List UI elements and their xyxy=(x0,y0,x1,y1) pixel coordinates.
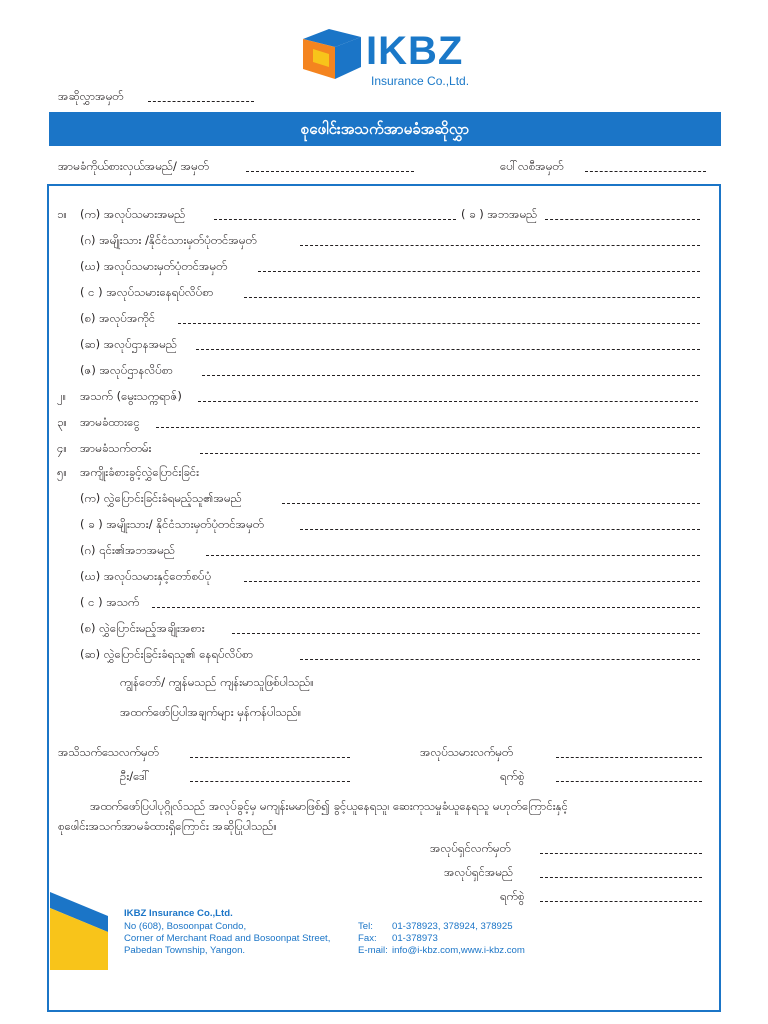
footer-email[interactable]: info@i-kbz.com,www.i-kbz.com xyxy=(392,945,525,956)
policy-label: ပေါ်လစီအမှတ် xyxy=(500,159,564,173)
ref-label: အဆိုလွှာအမှတ် xyxy=(58,89,124,103)
ref-field[interactable] xyxy=(148,101,254,102)
s5-hsa-label: (ဆ) လွှဲပြောင်းခြင်းခံရသူ၏ နေရပ်လိပ်စာ xyxy=(80,647,254,661)
s1-kha-label: ( ခ ) အဘအမည် xyxy=(461,207,538,221)
s4-number: ၄။ xyxy=(57,441,67,455)
footer-address-1: No (608), Bosoonpat Condo, xyxy=(124,921,247,932)
term-field[interactable] xyxy=(200,453,700,454)
form-box xyxy=(47,184,721,1012)
employer-date-label: ရက်စွဲ xyxy=(500,889,525,903)
brand-subtitle: Insurance Co.,Ltd. xyxy=(371,74,470,88)
s5-gha-label: (ဃ) အလုပ်သမားနှင့်တော်စပ်ပုံ xyxy=(80,569,212,583)
dept-address-field[interactable] xyxy=(202,375,700,376)
beneficiary-nrc-field[interactable] xyxy=(300,529,700,530)
declaration-health: ကျွန်တော်/ ကျွန်မသည် ကျန်းမာသူဖြစ်ပါသည်။ xyxy=(120,675,314,689)
s1-za-label: (ဇ) အလုပ်ဌာနလိပ်စာ xyxy=(80,363,173,377)
s1-sa-label: (စ) အလုပ်အကိုင် xyxy=(80,311,156,325)
employer-statement-line2: စုဖေါင်းအသက်အာမခံထားရှိကြောင်း အဆိုပြုပါသည်။ xyxy=(58,819,277,833)
occupation-field[interactable] xyxy=(178,323,700,324)
beneficiary-father-field[interactable] xyxy=(206,555,700,556)
beneficiary-address-field[interactable] xyxy=(300,659,700,660)
s5-sa-label: (စ) လွှဲပြောင်းမည့်အချိုးအစား xyxy=(80,621,205,635)
form-title-banner: စုဖေါင်းအသက်အာမခံအဆိုလွှာ xyxy=(49,112,721,146)
employer-name-field[interactable] xyxy=(540,877,702,878)
policy-field[interactable] xyxy=(585,171,706,172)
footer-logo-icon xyxy=(50,892,108,970)
agent-field[interactable] xyxy=(246,171,414,172)
s5-label: အကျိုးခံစားခွင့်လွှဲပြောင်းခြင်း xyxy=(80,465,200,479)
father-name-field[interactable] xyxy=(545,219,700,220)
dept-name-field[interactable] xyxy=(196,349,700,350)
footer-company: IKBZ Insurance Co.,Ltd. xyxy=(124,908,233,919)
s5-ka-label: (က) လွှဲပြောင်းခြင်းခံရမည့်သူ၏အမည် xyxy=(80,491,242,505)
s4-label: အာမခံသက်တမ်း xyxy=(80,441,152,455)
footer-tel-label: Tel: xyxy=(358,921,373,932)
employer-name-label: အလုပ်ရှင်အမည် xyxy=(444,865,514,879)
s5-kha-label: ( ခ ) အမျိုးသား/ နိုင်ငံသားမှတ်ပုံတင်အမှတ် xyxy=(80,517,264,531)
s1-ka-label: (က) အလုပ်သမားအမည် xyxy=(80,207,186,221)
footer-tel: 01-378923, 378924, 378925 xyxy=(392,921,513,932)
worker-reg-field[interactable] xyxy=(258,271,700,272)
s5-nga-label: ( င ) အသက် xyxy=(80,595,140,609)
employer-sign-label: အလုပ်ရှင်လက်မှတ် xyxy=(430,841,511,855)
footer-address-3: Pabedan Township, Yangon. xyxy=(124,945,246,956)
witness-sign-label: အသိသက်သေလက်မှတ် xyxy=(58,745,159,759)
dob-field[interactable] xyxy=(198,401,698,402)
footer-address-2: Corner of Merchant Road and Bosoonpat Street, xyxy=(124,933,331,944)
sum-insured-field[interactable] xyxy=(156,427,700,428)
beneficiary-age-field[interactable] xyxy=(152,607,700,608)
ikbz-logo-icon xyxy=(303,27,361,79)
employer-date-field[interactable] xyxy=(540,901,702,902)
s5-number: ၅။ xyxy=(57,465,67,479)
nrc-field[interactable] xyxy=(300,245,700,246)
worker-address-field[interactable] xyxy=(244,297,700,298)
s2-number: ၂။ xyxy=(57,389,67,403)
s5-ga-label: (ဂ) ၎င်း၏အဘအမည် xyxy=(80,543,175,557)
footer-fax-label: Fax: xyxy=(358,933,377,944)
footer-email-label: E-mail: xyxy=(358,945,388,956)
employer-statement-line1: အထက်ဖော်ပြပါပုဂ္ဂိုလ်သည် အလုပ်ခွင့်မှ မကျန်းမမာဖြစ်၍ ခွင့်ယူနေရသူ၊ ဆေးကုသမှုခံယူနေရသူ မဟုတ်ကြောင်းနှင့် xyxy=(90,799,568,813)
s3-number: ၃။ xyxy=(57,415,67,429)
date-field[interactable] xyxy=(556,781,702,782)
employer-sign-field[interactable] xyxy=(540,853,702,854)
mr-mrs-label: ဦး/ဒေါ် xyxy=(120,769,151,783)
declaration-truth: အထက်ဖော်ပြပါအချက်များ မှန်ကန်ပါသည်။ xyxy=(120,705,302,719)
s1-gha-label: (ဃ) အလုပ်သမားမှတ်ပုံတင်အမှတ် xyxy=(80,259,228,273)
s3-label: အာမခံထားငွေ xyxy=(80,415,140,429)
s1-number: ၁။ xyxy=(57,207,67,221)
witness-sign-field[interactable] xyxy=(190,757,350,758)
s1-ga-label: (ဂ) အမျိုးသား /နိုင်ငံသားမှတ်ပုံတင်အမှတ် xyxy=(80,233,257,247)
brand-name: IKBZ xyxy=(366,29,464,73)
s1-nga-label: ( င ) အလုပ်သမားနေရပ်လိပ်စာ xyxy=(80,285,214,299)
mr-mrs-field[interactable] xyxy=(190,781,350,782)
date-label: ရက်စွဲ xyxy=(500,769,525,783)
s2-label: အသက် (မွေးသက္ကရာဇ်) xyxy=(80,389,182,403)
relationship-field[interactable] xyxy=(244,581,700,582)
agent-label: အာမခံကိုယ်စားလှယ်အမည်/ အမှတ် xyxy=(58,159,209,173)
share-field[interactable] xyxy=(232,633,700,634)
s1-hsa-label: (ဆ) အလုပ်ဌာနအမည် xyxy=(80,337,177,351)
worker-sign-field[interactable] xyxy=(556,757,702,758)
worker-name-field[interactable] xyxy=(214,219,456,220)
footer-fax: 01-378973 xyxy=(392,933,438,944)
beneficiary-name-field[interactable] xyxy=(282,503,700,504)
worker-sign-label: အလုပ်သမားလက်မှတ် xyxy=(420,745,514,759)
